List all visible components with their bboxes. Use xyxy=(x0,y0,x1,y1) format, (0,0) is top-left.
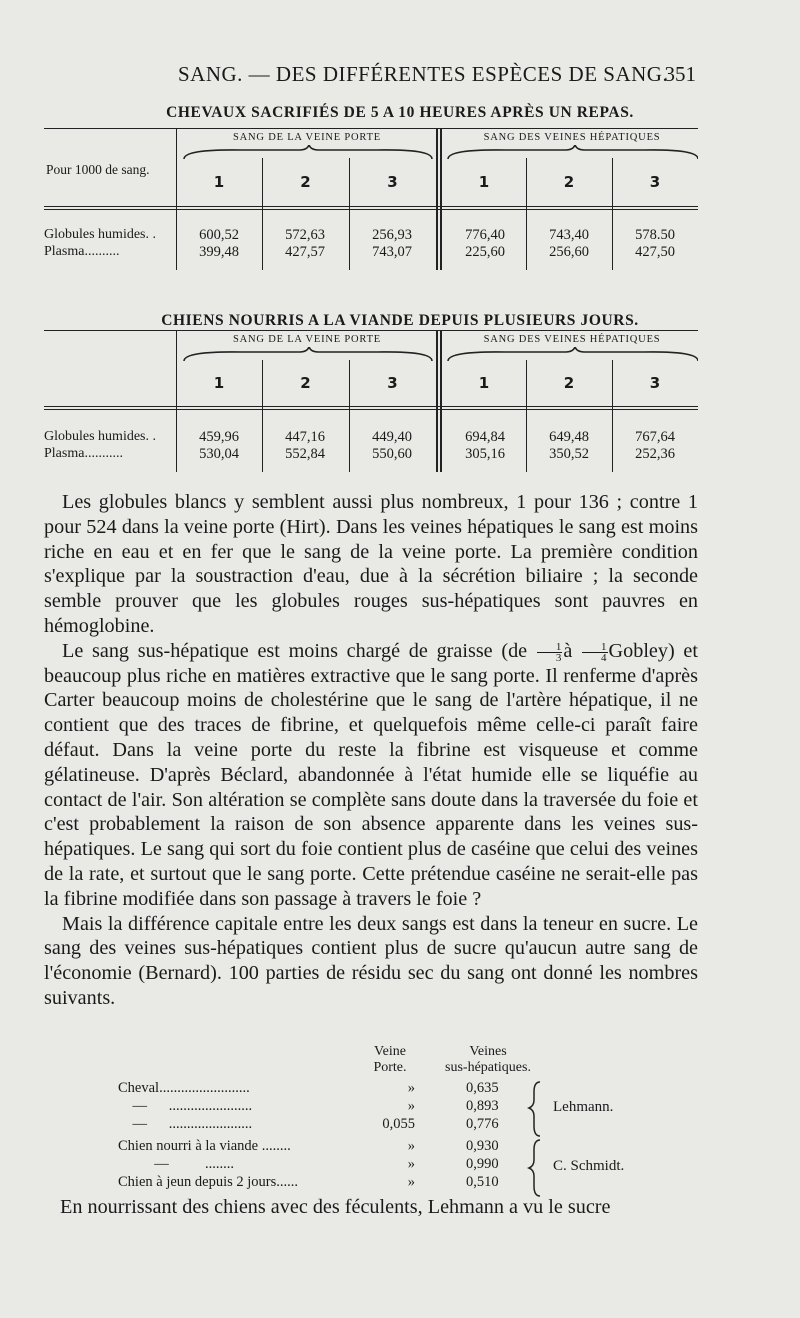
table3-author-lehmann: Lehmann. xyxy=(553,1099,614,1115)
table1-cell: 256,60 xyxy=(549,244,589,260)
fraction-one-quarter: $\frac{1}{4}$ xyxy=(582,642,608,663)
table2-group-hepatiques: SANG DES VEINES HÉPATIQUES xyxy=(483,334,661,345)
table2-cell: 649,48 xyxy=(549,429,589,445)
table1-group-porte: SANG DE LA VEINE PORTE xyxy=(232,132,382,143)
table3-row: — ....................... » 0,893 xyxy=(118,1098,499,1114)
table2-col-5: 2 xyxy=(563,374,575,392)
table2-cell: 252,36 xyxy=(635,446,675,462)
table1-group-hepatiques: SANG DES VEINES HÉPATIQUES xyxy=(483,132,661,143)
table1-col-3: 3 xyxy=(387,173,398,191)
table1-col-4: 1 xyxy=(478,173,490,191)
table2-col-1: 1 xyxy=(213,374,225,392)
running-head-title: SANG. — DES DIFFÉRENTES ESPÈCES DE SANG. xyxy=(178,62,669,86)
table1-col-1: 1 xyxy=(213,173,225,191)
table3-braces xyxy=(526,1078,546,1202)
table2-col-3: 3 xyxy=(387,374,398,392)
table1-cell: 600,52 xyxy=(199,227,239,243)
table2-cell: 350,52 xyxy=(549,446,589,462)
running-head xyxy=(0,60,800,90)
table3-row: — ....................... 0,055 0,776 xyxy=(118,1116,499,1132)
table2 xyxy=(44,330,698,478)
table1-cell: 256,93 xyxy=(372,227,412,243)
table1-cell: 427,50 xyxy=(635,244,675,260)
table3-head-porte: Veine Porte. xyxy=(373,1044,407,1075)
table1-col-5: 2 xyxy=(563,173,575,191)
table2-cell: 767,64 xyxy=(635,429,675,445)
table2-cell: 694,84 xyxy=(465,429,505,445)
table1-cell: 225,60 xyxy=(465,244,505,260)
fraction-one-third: $\frac{1}{3}$ xyxy=(537,642,563,663)
page-number: 351 xyxy=(664,62,696,86)
paragraph-sus-hepatique: Le sang sus-hépatique est moins chargé de graisse (de $\frac{1}{3}$ à $\frac{1}{4}$ Gobley) et beaucoup plus riche en matières extractive que le sang porte. Il renferme d'après Carter beaucoup moins de cholestérine que le sang de l'artère hépatique, il ne contient que des traces de fibrine, et quelquefois même celle-ci paraît faire défaut. Dans la veine porte du reste la fibrine est visqueuse et comme gélatineuse. D'après Béclard, abandonnée à l'état humide elle se liquéfie au contact de l'air. Son altération se complète sans doute dans la traversée du foie et c'est probablement la raison de son absence apparente dans les veines sus-hépatiques. Le sang qui sort du foie contient plus de caséine que celui des veines de la rate, et surtout que le sang porte. Cette prétendue caséine ne serait-elle pas la fibrine modifiée dans son passage à travers le foie ? xyxy=(44,639,698,910)
table1 xyxy=(44,128,698,276)
table2-group-porte: SANG DE LA VEINE PORTE xyxy=(232,334,382,345)
table2-row-label: Plasma........... xyxy=(44,446,123,461)
table2-cell: 447,16 xyxy=(285,429,325,445)
table1-row-label: Plasma.......... xyxy=(44,244,120,259)
table2-braces xyxy=(182,347,698,363)
table2-col-2: 2 xyxy=(300,374,311,392)
table1-row-label: Globules humides. . xyxy=(44,227,156,242)
table2-cell: 459,96 xyxy=(199,429,239,445)
table3-row: — ........ » 0,990 xyxy=(118,1156,499,1172)
body-text xyxy=(44,490,698,1011)
table1-title: CHEVAUX SACRIFIÉS DE 5 A 10 HEURES APRÈS UN REPAS. xyxy=(166,104,634,121)
table2-col-4: 1 xyxy=(478,374,490,392)
table2-cell: 530,04 xyxy=(199,446,239,462)
table2-cell: 449,40 xyxy=(372,429,412,445)
table1-cell: 743,40 xyxy=(549,227,589,243)
table2-col-6: 3 xyxy=(649,374,661,392)
table3-row: Chien à jeun depuis 2 jours...... » 0,510 xyxy=(118,1174,499,1190)
table3-row: Chien nourri à la viande ........ » 0,930 xyxy=(118,1138,499,1154)
paragraph-sucre: Mais la différence capitale entre les deux sangs est dans la teneur en sucre. Le sang des veines sus-hépatiques contient plus de sucre qu'aucun autre sang de l'économie (Bernard). 100 parties de résidu sec du sang ont donné les nombres suivants. xyxy=(44,912,698,1009)
table2-cell: 305,16 xyxy=(465,446,505,462)
table3-author-schmidt: C. Schmidt. xyxy=(553,1158,625,1174)
table1-cell: 572,63 xyxy=(285,227,325,243)
table2-cell: 550,60 xyxy=(372,446,412,462)
table1-col-6: 3 xyxy=(649,173,661,191)
table2-cell: 552,84 xyxy=(285,446,325,462)
table1-cell: 427,57 xyxy=(285,244,325,260)
paragraph-last-line: En nourrissant des chiens avec des féculents, Lehmann a vu le sucre xyxy=(60,1196,611,1218)
table1-braces xyxy=(182,145,698,161)
table1-stub-label: Pour 1000 de sang. xyxy=(46,162,150,177)
table1-col-2: 2 xyxy=(300,173,311,191)
paragraph-globules: Les globules blancs y semblent aussi plus nombreux, 1 pour 136 ; contre 1 pour 524 dans la veine porte (Hirt). Dans les veines hépatiques le sang est moins riche en eau et en fer que le sang de la veine porte. La première condition s'explique par la soustraction d'eau, due à la sécrétion biliaire ; la seconde semble prouver que les globules rouges sus-hépatiques sont pauvres en hémoglobine. xyxy=(44,491,698,637)
table1-cell: 776,40 xyxy=(465,227,505,243)
table3-row: Cheval......................... » 0,635 xyxy=(118,1080,499,1096)
table1-cell: 743,07 xyxy=(372,244,412,260)
table1-cell: 399,48 xyxy=(199,244,239,260)
table1-cell: 578.50 xyxy=(635,227,675,243)
table3-head-sus-hepatiques: Veines sus-hépatiques. xyxy=(445,1044,531,1075)
table2-row-label: Globules humides. . xyxy=(44,429,156,444)
table2-title: CHIENS NOURRIS A LA VIANDE DEPUIS PLUSIEURS JOURS. xyxy=(161,312,639,329)
